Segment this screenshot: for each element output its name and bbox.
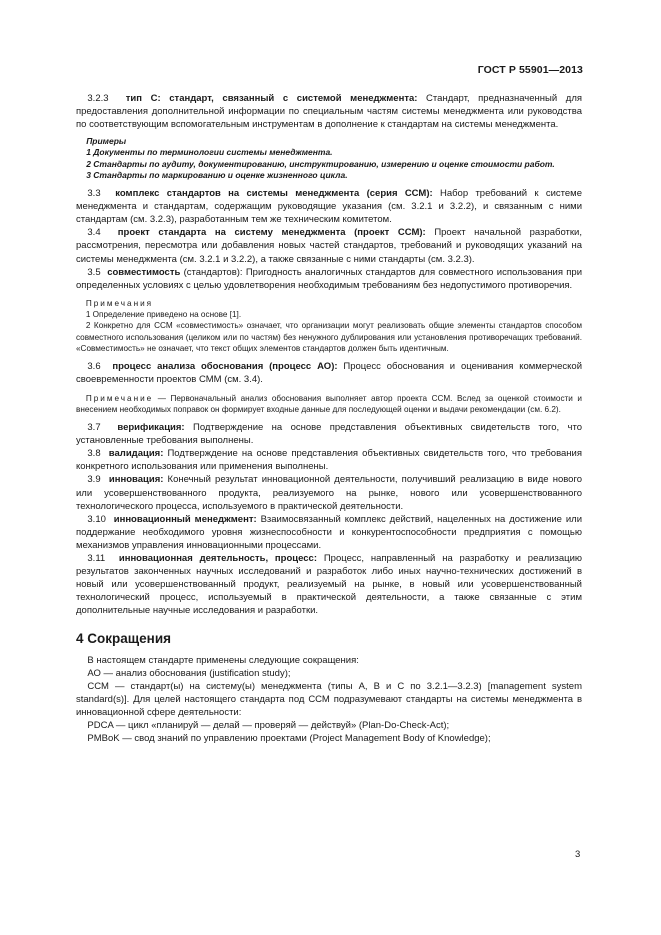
standard-header: ГОСТ Р 55901—2013 <box>477 64 583 76</box>
example-item: 1 Документы по терминологии системы менеджмента. <box>86 147 333 158</box>
clause-3-9 <box>76 473 582 512</box>
clause-number: 3.11 <box>87 553 106 565</box>
clause-3-8 <box>76 447 582 473</box>
clause-text: Подтверждение на основе представления объективных свидетельств того, что установленные требования выполнены. <box>76 422 583 447</box>
examples-block <box>76 136 582 181</box>
clause-3-4 <box>76 226 582 265</box>
clause-term: комплекс стандартов на системы менеджмента (серия ССМ): <box>115 188 433 200</box>
clause-3-10 <box>76 513 582 552</box>
clause-number: 3.7 <box>87 422 101 434</box>
example-item: 2 Стандарты по аудиту, документированию, инструктированию, измерению и оценке стоимости работ. <box>86 158 555 169</box>
clause-term: проект стандарта на систему менеджмента (проект ССМ): <box>117 227 426 239</box>
clause-number: 3.3 <box>87 188 101 200</box>
abbr-intro: В настоящем стандарте применены следующие сокращения: <box>87 654 359 666</box>
clause-term: инновационный менеджмент: <box>113 513 257 525</box>
clause-3-5 <box>76 266 582 292</box>
clause-text: Стандарт, предназначенный для предоставления дополнительной информации по специальным частям системы менеджмента или руководства по соответствующим вспомогательным инструментам в дополнение к стандартам на системы менеджмента. <box>76 93 583 131</box>
clause-text: Проект начальной разработки, рассмотрения, пересмотра или добавления новых частей стандартов, требований и руководящих указаний на системы менеджмента (см. 3.2.1 и 3.2.2), а также связанные с ними стандарты (см. 3.2.3). <box>76 227 583 265</box>
clause-text: (стандартов): Пригодность аналогичных стандартов для совместного использования при определенных условиях с целью удовлетворения необходимым требованиям без недопустимого противоречия. <box>76 266 582 291</box>
clause-term: тип С: стандарт, связанный с системой менеджмента: <box>125 93 418 104</box>
clause-term: инновационная деятельность, процесс: <box>118 553 318 565</box>
clause-term: совместимость <box>107 266 181 278</box>
clause-3-3 <box>76 187 582 226</box>
clause-number: 3.9 <box>87 474 101 486</box>
clause-3-6 <box>76 360 582 386</box>
abbr-item: ССМ — стандарт(ы) на систему(ы) менеджмента (типы А, В и С по 3.2.1—3.2.3) [management system standard(s)]. Для целей настоящего стандарта под ССМ подразумевают стандарты на системы менеджмента в инновационной сфере деятельности: <box>76 680 582 718</box>
clause-3-7 <box>76 421 582 447</box>
clause-text: Процесс обоснования и оценивания коммерческой своевременности проектов СММ (см. 3.4). <box>76 361 583 386</box>
clause-text: Подтверждение на основе представления объективных свидетельств того, что требования конкретного использования или применения выполнены. <box>76 448 583 473</box>
note-item: 1 Определение приведено на основе [1]. <box>85 310 242 320</box>
clause-text: Набор требований к системе менеджмента и стандартам, содержащим руководящие указания (см. 3.2.1 и 3.2.2), и связанным с ними стандартам (см. 3.2.3), разработанным тем же техническим комитетом. <box>76 188 582 226</box>
clause-number: 3.10 <box>87 513 106 525</box>
clause-number: 3.5 <box>87 266 101 278</box>
abbr-item: АО — анализ обоснования (justification study); <box>87 667 291 679</box>
note-text: — Первоначальный анализ обоснования выполняет автор проекта ССМ. Вслед за оценкой стоимости и внесением необходимых поправок он формирует входные данные для последующей оценки и выдачи рекомендации (см. 6.2). <box>76 393 582 414</box>
example-item: 3 Стандарты по маркированию и оценке жизненного цикла. <box>86 169 348 180</box>
clause-3-11 <box>76 552 582 617</box>
clause-number: 3.2.3 <box>87 93 109 104</box>
abbr-item: PMBoK — свод знаний по управлению проектами (Project Management Body of Knowledge); <box>87 733 491 745</box>
clause-text: Конечный результат инновационной деятельности, получивший реализацию в виде нового или усовершенствованного продукта, реализуемого на рынке, нового или усовершенствованного технологического процесса, используемого в практической деятельности. <box>76 474 582 512</box>
note-3-6 <box>76 393 582 416</box>
clause-term: инновация: <box>108 474 164 486</box>
examples-title: Примеры <box>86 136 127 147</box>
page-body <box>76 92 582 745</box>
note-item: 2 Конкретно для ССМ «совместимость» означает, что организации могут реализовать общие элементы стандартов способом совместного использования (целиком или по частям) без ненужного дублирования или установления противоречащих требований. «Совместимость» не означает, что текст общих элементов стандартов должен быть идентичным. <box>76 321 582 354</box>
clause-number: 3.6 <box>87 361 101 373</box>
clause-3-2-3 <box>76 92 582 131</box>
abbr-item: PDCA — цикл «планируй — делай — проверяй — действуй» (Plan-Do-Check-Act); <box>87 719 450 731</box>
clause-text: Процесс, направленный на разработку и реализацию результатов законченных научных исследований и разработок либо иных научно-технических достижений в новый или усовершенствованный продукт, реализуемый на рынке, в новый или усовершенствованный технологический процесс, используемый в практической деятельности, а также связанные с этим дополнительные научные исследования и разработки. <box>76 553 583 617</box>
clause-text: Взаимосвязанный комплекс действий, нацеленных на достижение или поддержание необходимого уровня жизнеспособности и конкурентоспособности предприятия с помощью механизмов управления инновационными процессами. <box>76 513 582 551</box>
section-4-heading: 4 Сокращения <box>76 630 171 646</box>
clause-term: валидация: <box>108 448 164 460</box>
page-number: 3 <box>575 849 581 860</box>
notes-title: Примечания <box>85 298 154 308</box>
clause-term: верификация: <box>117 422 185 434</box>
clause-term: процесс анализа обоснования (процесс АО): <box>112 361 338 373</box>
clause-number: 3.4 <box>87 227 101 239</box>
clause-number: 3.8 <box>87 448 101 460</box>
note-label: Примечание <box>85 393 154 403</box>
